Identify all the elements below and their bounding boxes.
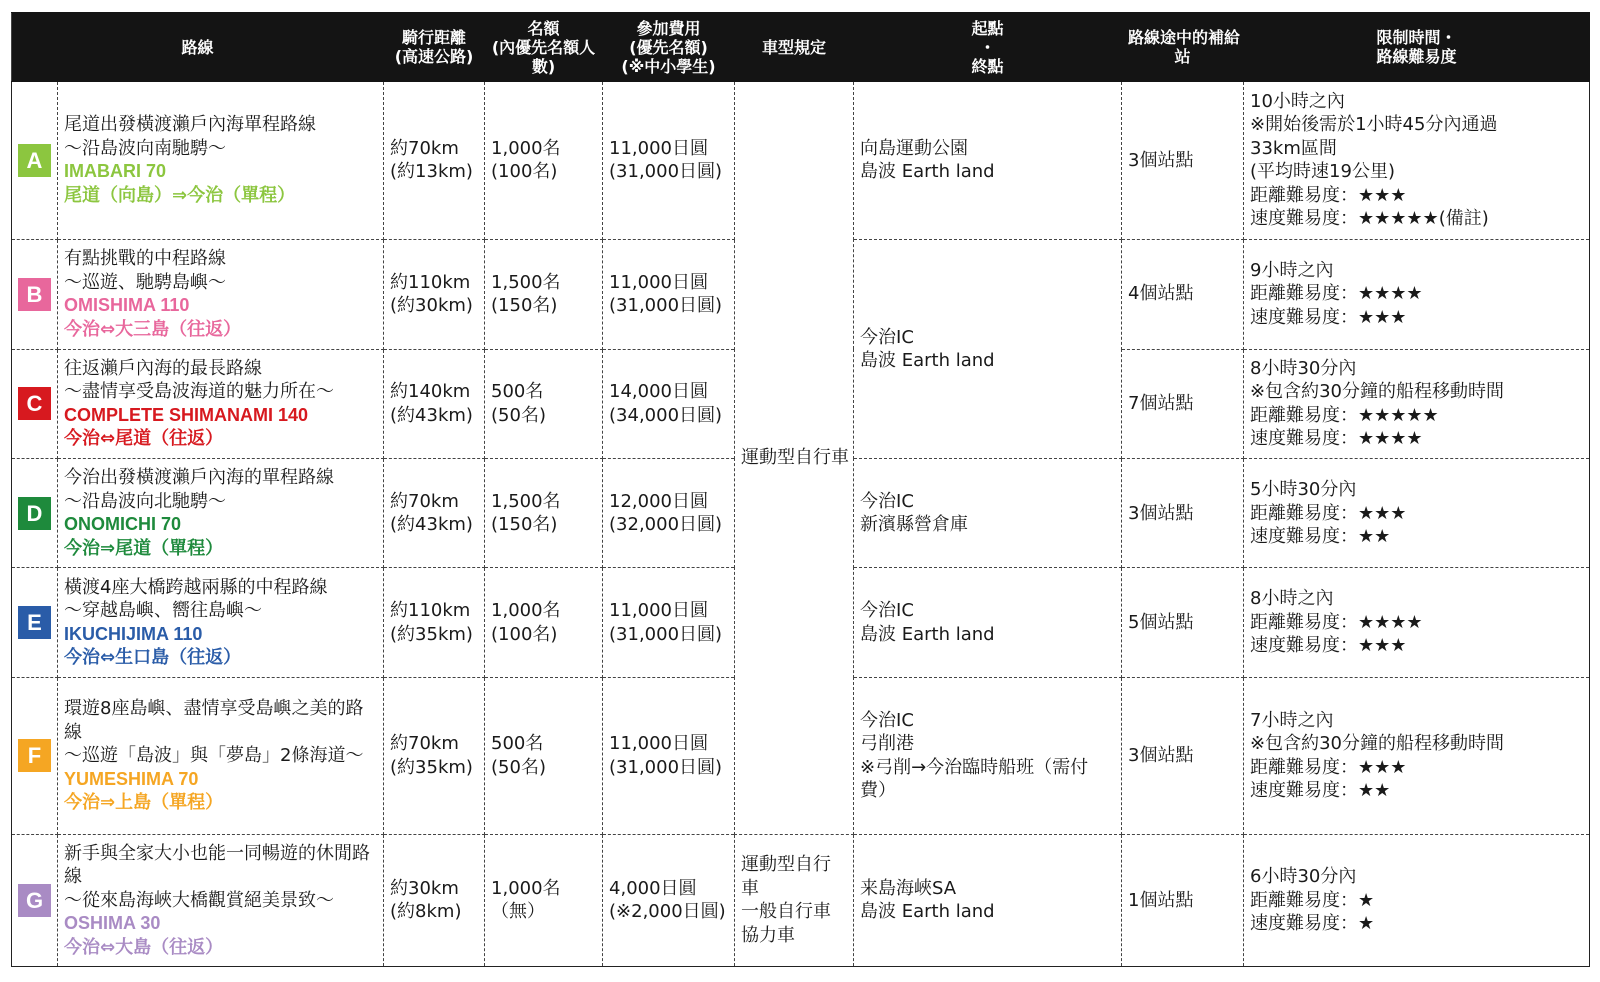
- route-badge: G: [18, 884, 51, 917]
- route-description: 環遊8座島嶼、盡情享受島嶼之美的路線 ～巡遊「島波」與「夢島」2條海道～ YUMESHIMA 70 今治⇒上島（單程）: [58, 678, 384, 835]
- distance-cell: 約110km (約30km): [384, 239, 485, 349]
- route-badge: A: [18, 144, 51, 177]
- capacity-cell: 500名 (50名): [485, 349, 603, 459]
- route-direction: 今治⇔大三島（往返）: [64, 318, 242, 340]
- start-end-cell: 来島海峽SA 島波 Earth land: [854, 834, 1122, 966]
- aid-station-cell: 3個站點: [1122, 82, 1244, 240]
- route-letter-cell: [12, 239, 58, 349]
- distance-cell: 約70km (約35km): [384, 678, 485, 835]
- route-letter-cell: [12, 349, 58, 459]
- start-end-cell: 今治IC 島波 Earth land: [854, 568, 1122, 678]
- fee-cell: 11,000日圓 (31,000日圓): [603, 82, 735, 240]
- aid-station-cell: 3個站點: [1122, 459, 1244, 568]
- route-letter-cell: [12, 834, 58, 966]
- limits-cell: 10小時之內 ※開始後需於1小時45分內通過 33km區間 (平均時速19公里) 距離難易度：★★★ 速度難易度：★★★★★(備註): [1244, 82, 1590, 240]
- route-letter-cell: [12, 82, 58, 240]
- header-capacity: 名額 (內優先名額人 數): [485, 13, 603, 82]
- route-description: 往返瀨戶內海的最長路線 ～盡情享受島波海道的魅力所在～ COMPLETE SHIMANAMI 140 今治⇔尾道（往返）: [58, 349, 384, 459]
- limits-cell: 8小時30分內 ※包含約30分鐘的船程移動時間 距離難易度：★★★★★ 速度難易度：★★★★: [1244, 349, 1590, 459]
- vehicle-cell: 運動型自行車 一般自行車 協力車: [735, 834, 854, 966]
- route-direction: 今治⇒尾道（單程）: [64, 537, 224, 559]
- route-description: 橫渡4座大橋跨越兩縣的中程路線 ～穿越島嶼、嚮往島嶼～ IKUCHIJIMA 110 今治⇔生口島（往返）: [58, 568, 384, 678]
- route-letter-cell: [12, 678, 58, 835]
- header-route: 路線: [12, 13, 384, 82]
- capacity-cell: 1,500名 (150名): [485, 459, 603, 568]
- header-start-end: 起點 ・ 終點: [854, 13, 1122, 82]
- fee-cell: 11,000日圓 (31,000日圓): [603, 678, 735, 835]
- capacity-cell: 1,000名 (100名): [485, 82, 603, 240]
- fee-cell: 4,000日圓 (※2,000日圓): [603, 834, 735, 966]
- capacity-cell: 500名 (50名): [485, 678, 603, 835]
- route-description: 有點挑戰的中程路線 ～巡遊、馳騁島嶼～ OMISHIMA 110 今治⇔大三島（往返）: [58, 239, 384, 349]
- limits-cell: 8小時之內 距離難易度：★★★★ 速度難易度：★★★: [1244, 568, 1590, 678]
- distance-cell: 約140km (約43km): [384, 349, 485, 459]
- aid-station-cell: 1個站點: [1122, 834, 1244, 966]
- table-row: [12, 834, 1590, 966]
- route-name: IMABARI 70: [64, 161, 167, 182]
- route-badge: D: [18, 497, 51, 530]
- fee-cell: 12,000日圓 (32,000日圓): [603, 459, 735, 568]
- route-name: IKUCHIJIMA 110: [64, 623, 203, 644]
- capacity-cell: 1,000名 (100名): [485, 568, 603, 678]
- fee-cell: 11,000日圓 (31,000日圓): [603, 568, 735, 678]
- aid-station-cell: 4個站點: [1122, 239, 1244, 349]
- route-description: 今治出發橫渡瀨戶內海的單程路線 ～沿島波向北馳騁～ ONOMICHI 70 今治⇒尾道（單程）: [58, 459, 384, 568]
- route-direction: 今治⇔尾道（往返）: [64, 428, 224, 450]
- route-direction: 今治⇔大島（往返）: [64, 936, 224, 958]
- route-direction: 今治⇒上島（單程）: [64, 792, 224, 814]
- aid-station-cell: 3個站點: [1122, 678, 1244, 835]
- header-vehicle: 車型規定: [735, 13, 854, 82]
- limits-cell: 5小時30分內 距離難易度：★★★ 速度難易度：★★: [1244, 459, 1590, 568]
- header-row: [12, 13, 1590, 82]
- route-name: ONOMICHI 70: [64, 514, 182, 535]
- route-name: YUMESHIMA 70: [64, 768, 199, 789]
- start-end-cell: 今治IC 島波 Earth land: [854, 239, 1122, 459]
- fee-cell: 11,000日圓 (31,000日圓): [603, 239, 735, 349]
- header-aid-stations: 路線途中的補給 站: [1122, 13, 1244, 82]
- route-badge: E: [18, 606, 51, 639]
- distance-cell: 約70km (約43km): [384, 459, 485, 568]
- start-end-cell: 今治IC 弓削港 ※弓削→今治臨時船班（需付費）: [854, 678, 1122, 835]
- capacity-cell: 1,000名 （無）: [485, 834, 603, 966]
- route-direction: 今治⇔生口島（往返）: [64, 647, 242, 669]
- limits-cell: 9小時之內 距離難易度：★★★★ 速度難易度：★★★: [1244, 239, 1590, 349]
- route-description: 尾道出發橫渡瀨戶內海單程路線 ～沿島波向南馳騁～ IMABARI 70 尾道（向島）⇒今治（單程）: [58, 82, 384, 240]
- aid-station-cell: 7個站點: [1122, 349, 1244, 459]
- limits-cell: 7小時之內 ※包含約30分鐘的船程移動時間 距離難易度：★★★ 速度難易度：★★: [1244, 678, 1590, 835]
- table-row: [12, 82, 1590, 240]
- vehicle-cell-common: 運動型自行車: [735, 82, 854, 835]
- aid-station-cell: 5個站點: [1122, 568, 1244, 678]
- route-direction: 尾道（向島）⇒今治（單程）: [64, 184, 296, 206]
- route-name: COMPLETE SHIMANAMI 140: [64, 404, 309, 425]
- route-name: OSHIMA 30: [64, 913, 161, 934]
- fee-cell: 14,000日圓 (34,000日圓): [603, 349, 735, 459]
- header-fee: 參加費用 (優先名額) (※中小學生): [603, 13, 735, 82]
- header-limits: 限制時間・ 路線難易度: [1244, 13, 1590, 82]
- route-badge: F: [18, 739, 51, 772]
- route-badge: B: [18, 278, 51, 311]
- route-letter-cell: [12, 568, 58, 678]
- capacity-cell: 1,500名 (150名): [485, 239, 603, 349]
- header-distance: 騎行距離 (高速公路): [384, 13, 485, 82]
- route-badge: C: [18, 387, 51, 420]
- distance-cell: 約30km (約8km): [384, 834, 485, 966]
- start-end-cell: 今治IC 新濱縣營倉庫: [854, 459, 1122, 568]
- route-letter-cell: [12, 459, 58, 568]
- start-end-cell: 向島運動公園 島波 Earth land: [854, 82, 1122, 240]
- limits-cell: 6小時30分內 距離難易度：★ 速度難易度：★: [1244, 834, 1590, 966]
- route-name: OMISHIMA 110: [64, 295, 190, 316]
- route-table: [11, 12, 1590, 967]
- distance-cell: 約110km (約35km): [384, 568, 485, 678]
- route-description: 新手與全家大小也能一同暢遊的休閒路線 ～從來島海峽大橋觀賞絕美景致～ OSHIMA 30 今治⇔大島（往返）: [58, 834, 384, 966]
- distance-cell: 約70km (約13km): [384, 82, 485, 240]
